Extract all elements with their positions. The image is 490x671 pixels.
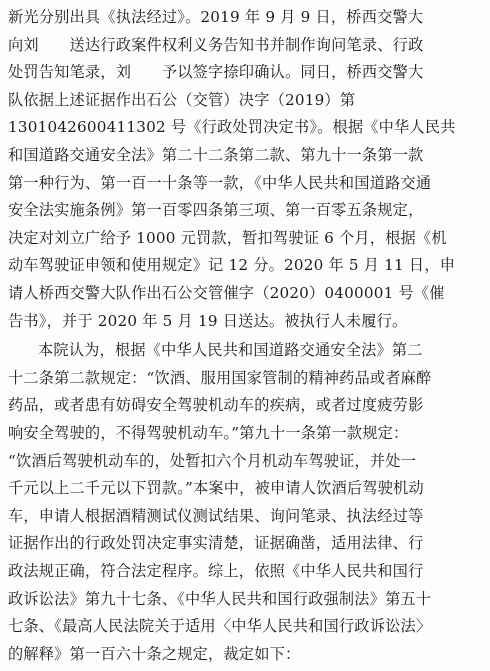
text-line: 第一种行为、第一百一十条等一款，《中华人民共和国道路交通: [8, 173, 432, 192]
text-line: “饮酒后驾驶机动车的，处暂扣六个月机动车驾驶证，并处一: [8, 451, 417, 470]
text-line: 本院认为，根据《中华人民共和国道路交通安全法》第二: [38, 341, 423, 360]
text-line: 七条、《最高人民法院关于适用〈中华人民共和国行政诉讼法〉: [8, 617, 432, 636]
text-line: 和国道路交通安全法》第二十二条第二款、第九十一条第一款: [8, 146, 424, 164]
text-line: 政诉讼法》第九十七条、《中华人民共和国行政强制法》第五十: [8, 589, 432, 608]
text-line: 向刘 送达行政案件权利义务告知书并制作询问笔录、行政: [8, 35, 424, 54]
text-line: 动车驾驶证申领和使用规定》记 12 分。2020 年 5 月 11 日，申: [8, 256, 456, 275]
text-line: 政法规正确，符合法定程序。综上，依照《中华人民共和国行: [8, 562, 424, 580]
text-line: 证据作出的行政处罚决定事实清楚，证据确凿，适用法律、行: [8, 534, 424, 553]
text-line: 千元以上二千元以下罚款。”本案中，被申请人饮酒后驾驶机动: [8, 479, 424, 498]
text-line: 药品，或者患有妨碍安全驾驶机动车的疾病，或者过度疲劳影: [8, 396, 424, 415]
text-line: 响安全驾驶的，不得驾驶机动车。”第九十一条第一款规定：: [8, 424, 409, 442]
text-line: 决定对刘立广给予 1000 元罚款，暂扣驾驶证 6 个月，根据《机: [8, 228, 447, 247]
text-line: 新光分别出具《执法经过》。2019 年 9 月 9 日，桥西交警大: [8, 8, 424, 26]
text-line: 车，申请人根据酒精测试仪测试结果、询问笔录、执法经过等: [8, 506, 424, 525]
text-line: 告书》，并于 2020 年 5 月 19 日送达。被执行人未履行。: [8, 311, 408, 330]
text-line: 的解释》第一百六十条之规定，裁定如下：: [8, 644, 301, 663]
text-line: 十二条第二款规定：“饮酒、服用国家管制的精神药品或者麻醉: [8, 368, 432, 387]
text-line: 请人桥西交警大队作出石公交管催字（2020）0400001 号《催: [8, 284, 445, 302]
text-line: 1301042600411302 号《行政处罚决定书》。根据《中华人民共: [8, 118, 456, 137]
text-line: 队依据上述证据作出石公（交管）决字（2019）第: [8, 90, 356, 109]
text-line: 处罚告知笔录，刘 予以签字捺印确认。同日，桥西交警大: [8, 63, 424, 82]
text-line: 安全法实施条例》第一百零四条第三项、第一百零五条规定，: [8, 201, 424, 220]
